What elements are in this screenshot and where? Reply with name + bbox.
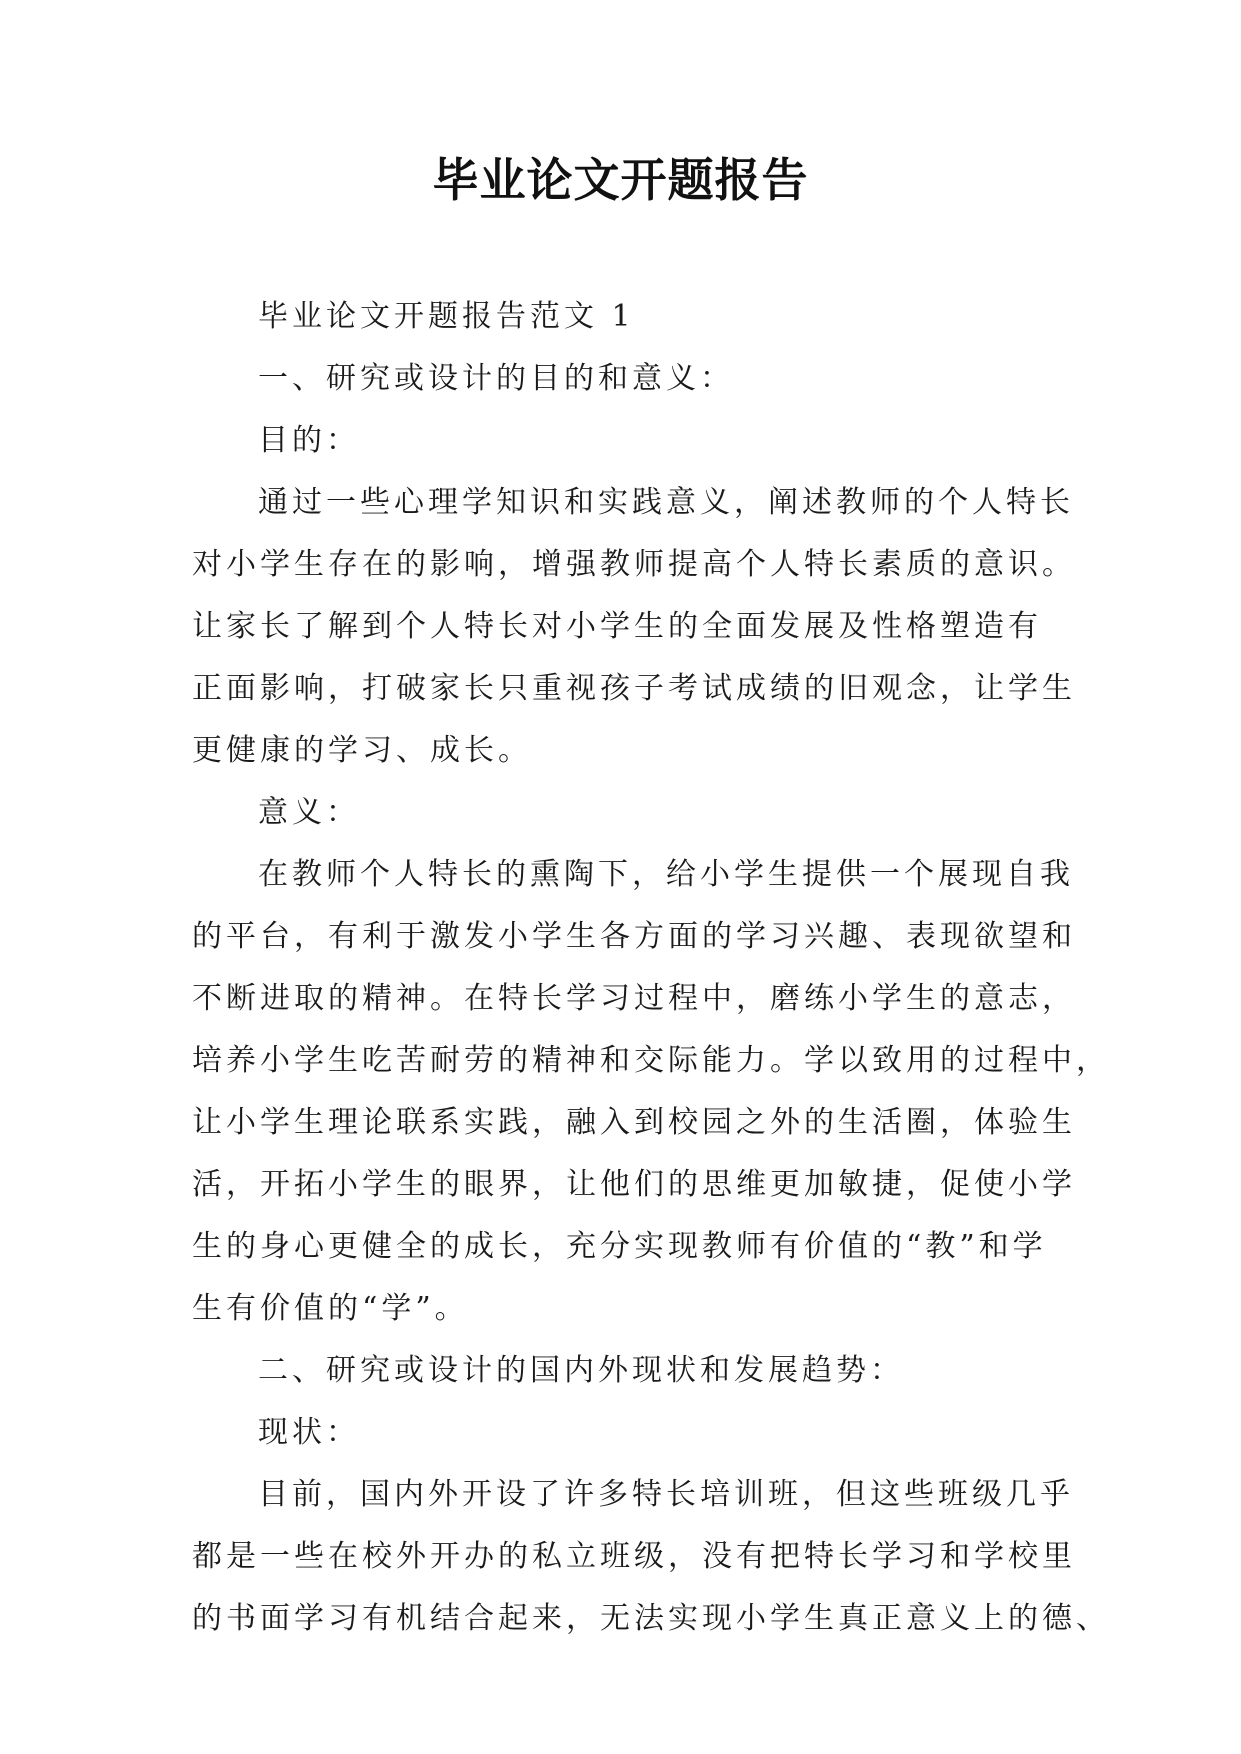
document-title: 毕业论文开题报告 xyxy=(432,153,809,207)
paragraph xyxy=(192,410,1054,472)
paragraph-line: 目的： xyxy=(258,423,360,458)
paragraph-line: 意义： xyxy=(258,795,360,830)
paragraph xyxy=(192,286,1054,348)
paragraph-line: 让小学生理论联系实践，融入到校园之外的生活圈，体验生 xyxy=(192,1105,1076,1140)
paragraph-line: 都是一些在校外开办的私立班级，没有把特长学习和学校里 xyxy=(192,1539,1076,1574)
paragraph-line: 不断进取的精神。在特长学习过程中，磨练小学生的意志， xyxy=(192,981,1076,1016)
paragraph-line: 培养小学生吃苦耐劳的精神和交际能力。学以致用的过程中， xyxy=(192,1043,1110,1078)
paragraph-line: 一、研究或设计的目的和意义： xyxy=(258,361,734,396)
paragraph-line: 活，开拓小学生的眼界，让他们的思维更加敏捷，促使小学 xyxy=(192,1167,1076,1202)
paragraph-line: 毕业论文开题报告范文 1 xyxy=(258,299,635,334)
paragraph-line: 生的身心更健全的成长，充分实现教师有价值的“教”和学 xyxy=(192,1229,1047,1264)
paragraph-line: 在教师个人特长的熏陶下，给小学生提供一个展现自我 xyxy=(258,857,1074,892)
paragraph-line: 的书面学习有机结合起来，无法实现小学生真正意义上的德、 xyxy=(192,1601,1110,1636)
paragraph-line: 通过一些心理学知识和实践意义，阐述教师的个人特长 xyxy=(258,485,1074,520)
paragraph xyxy=(192,472,1076,782)
paragraph xyxy=(192,782,1054,844)
paragraph-line: 的平台，有利于激发小学生各方面的学习兴趣、表现欲望和 xyxy=(192,919,1076,954)
paragraph-line: 正面影响，打破家长只重视孩子考试成绩的旧观念，让学生 xyxy=(192,671,1076,706)
paragraph-line: 目前，国内外开设了许多特长培训班，但这些班级几乎 xyxy=(258,1477,1074,1512)
paragraph xyxy=(192,1340,1054,1402)
paragraph xyxy=(192,1464,1110,1650)
paragraph-line: 让家长了解到个人特长对小学生的全面发展及性格塑造有 xyxy=(192,609,1042,644)
paragraph-line: 生有价值的“学”。 xyxy=(192,1291,469,1326)
document-body xyxy=(192,286,1110,1650)
paragraph-line: 对小学生存在的影响，增强教师提高个人特长素质的意识。 xyxy=(192,547,1076,582)
paragraph-line: 更健康的学习、成长。 xyxy=(192,733,532,768)
paragraph-line: 二、研究或设计的国内外现状和发展趋势： xyxy=(258,1353,904,1388)
paragraph xyxy=(192,1402,1054,1464)
paragraph-line: 现状： xyxy=(258,1415,360,1450)
paragraph xyxy=(192,844,1110,1340)
paragraph xyxy=(192,348,1054,410)
